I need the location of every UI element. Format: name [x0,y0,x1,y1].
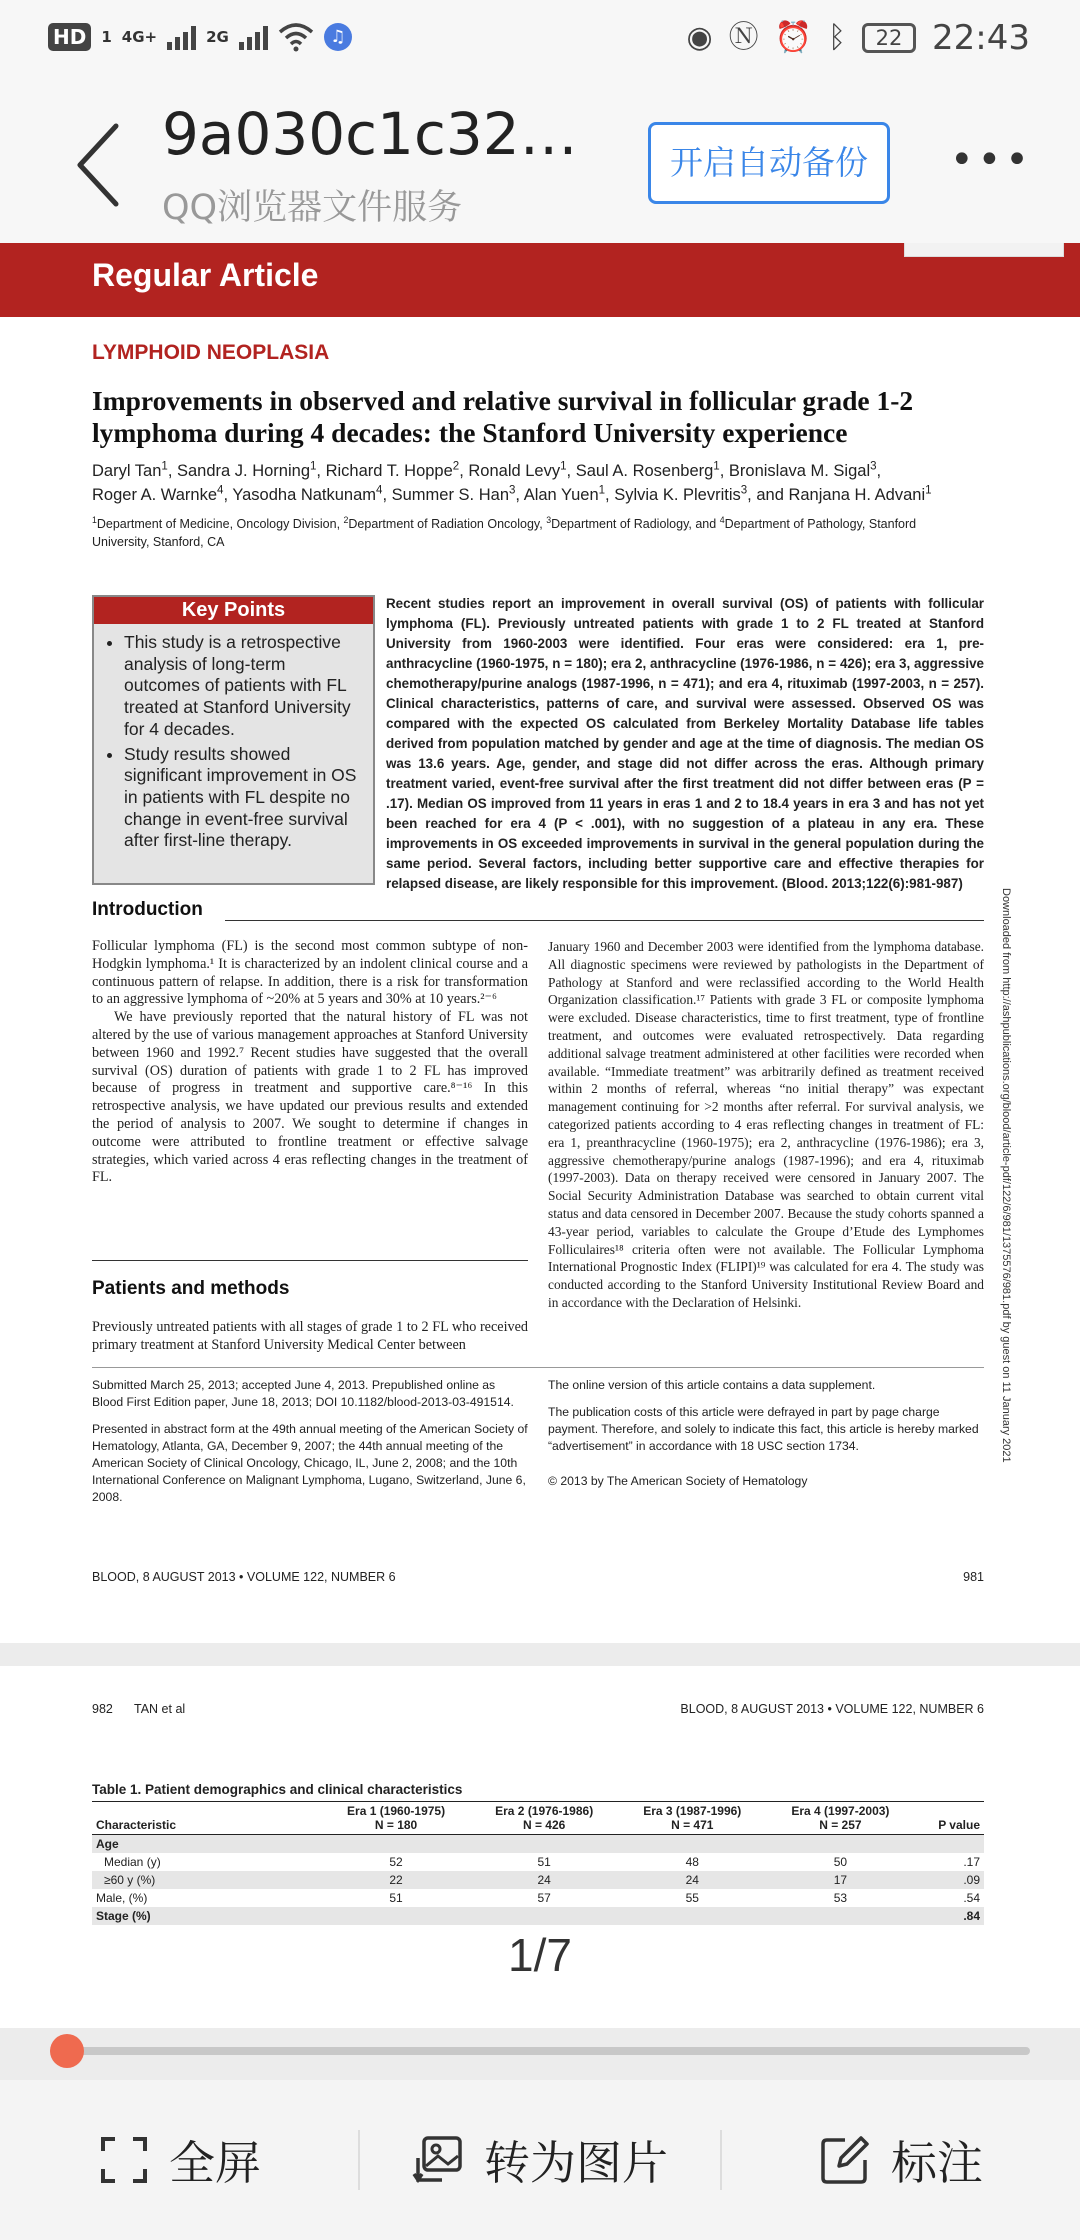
affiliations: $^1$Department of Medicine, Oncology Division, $^2$Department of Radiation Oncology, $^3$Department of Radiology, and $^4$Department of Pathology, Stanford University, Stanford, CA [92,514,917,549]
clock: 22:43 [932,18,1030,58]
intro-paragraph-1: Follicular lymphoma (FL) is the second most common subtype of non-Hodgkin lymphoma.¹ It is characterized by an indolent clinical course and a continuous pattern of relapse. In addition, there is a risk for transformation to an aggressive lymphoma of ~20% at 5 years and 30% at 10 years.²⁻⁶ [92,938,528,1008]
slider-track[interactable] [50,2047,1030,2055]
column-header: Era 4 (1997-2003) N = 257 [791,1804,890,1832]
author-name: Alan Yuen$^1$ [523,484,606,504]
author-name: Roger A. Warnke$^4$ [92,484,224,504]
demographics-table [92,1801,984,1925]
section-divider [92,1260,528,1261]
file-source: QQ浏览器文件服务 [162,188,463,228]
auto-backup-button[interactable]: 开启自动备份 [648,122,890,204]
journal-footer: BLOOD, 8 AUGUST 2013 • VOLUME 122, NUMBER 6 [92,1570,396,1584]
author-name: Saul A. Rosenberg$^1$ [575,460,720,480]
music-app-icon: ♫ [324,23,352,51]
column-header: Era 3 (1987-1996) N = 471 [643,1804,742,1832]
column-header: P value [938,1818,980,1832]
key-points-box [92,595,375,885]
presentation-note: Presented in abstract form at the 49th annual meeting of the American Society of Hematology, Atlanta, GA, December 9, 2007; the 44th annual meeting of the American Society of Clinical Oncology, Chicago, IL, June 2, 2008; and the 10th International Conference on Malignant Lymphoma, Lugano, Switzerland, June 6, 2008. [92,1422,528,1504]
article-title: Improvements in observed and relative survival in follicular grade 1-2 lymphoma during 4 decades: the Stanford University experience [92,385,914,448]
table-title: Table 1. Patient demographics and clinical characteristics [92,1782,463,1797]
article-type-label: Regular Article [92,257,319,293]
author-name: Daryl Tan$^1$ [92,460,168,480]
author-name: Bronislava M. Sigal$^3$ [728,460,877,480]
right-column: January 1960 and December 2003 were identified from the lymphoma database. All diagnostic specimens were reviewed by pathologists in the Department of Pathology at Stanford and were reclassified according to the World Health Organization classification.¹⁷ Patients with grade 3 FL or composite lymphoma were excluded. Disease characteristics, time to first treatment, type of frontline treatment, and outcomes were evaluated retrospectively. Data regarding additional salvage treatment administered at other facilities were recorded when available. “Immediate treatment” was arbitrarily defined as treatment received within 2 months of referral, whereas “no initial therapy” was expectant management continuing for >2 months after referral. For survival analysis, we categorized patients according to 4 eras reflecting changes in treatment of FL: era 1, preanthracycline (1960-1975); era 2, anthracycline (1976-1986); era 3, aggressive chemotherapy/purine analogs (1987-1996); and era 4, rituximab (1997-2003). Data on therapy received were censored in January 2007. The Social Security Administration Database was searched to obtain current vital status and data censored in December 2007. Because the study cohorts spanned a 43-year period, variables to calculate the Groupe d’Etude des Lymphomes Folliculaires¹⁸ criteria often were not available. The Follicular Lymphoma International Prognostic Index (FLIPI)¹⁹ was calculated for era 4. The study was conducted according to the Stanford University Institutional Review Board and in accordance with the Declaration of Helsinki. [548,939,984,1310]
slider-thumb[interactable] [50,2034,84,2068]
author-name: Sandra J. Horning$^1$ [177,460,317,480]
file-title: 9a030c1c32… [162,100,578,168]
publication-cost-note: The publication costs of this article were defrayed in part by page charge payment. Therefore, and solely to indicate this fact, this article is hereby marked “advertisement” in accordance with 18 USC section 1734. [548,1405,979,1453]
table-header-row [92,1802,984,1835]
section-label: LYMPHOID NEOPLASIA [92,341,330,364]
column-header: Era 1 (1960-1975) N = 180 [347,1804,446,1832]
key-point-item: • This study is a retrospective analysis of long-term outcomes of patients with FL treated at Stanford University for 4 decades. [124,632,361,741]
author-name: Summer S. Han$^3$ [391,484,516,504]
key-points-list [124,632,361,852]
table-row: ≥60 y (%) 22 24 24 17 .09 [92,1871,984,1889]
author-name: Ronald Levy$^1$ [468,460,567,480]
page-slider[interactable] [50,2028,1030,2072]
submission-note: Submitted March 25, 2013; accepted June 4, 2013. Prepublished online as Blood First Edition paper, June 18, 2013; DOI 10.1182/blood-2013-03-491514. [92,1378,514,1409]
status-bar [0,0,1080,80]
introduction-heading: Introduction [92,899,203,920]
alarm-icon: ⏰ [774,20,813,55]
footnote-divider [92,1367,984,1368]
battery-icon: 22 [862,23,916,53]
author-list: Daryl Tan$^1$, Sandra J. Horning$^1$, Richard T. Hoppe$^2$, Ronald Levy$^1$, Saul A. Rosenberg$^1$, Bronislava M. Sigal$^3$, Roger A. Warnke$^4$, Yasodha Natkunam$^4$, Summer S. Han$^3$, Alan Yuen$^1$, Sylvia K. Plevritis$^3$, and Ranjana H. Advani$^1$ [92,460,932,504]
author-name: Sylvia K. Plevritis$^3$ [614,484,748,504]
nfc-icon: Ⓝ [728,20,759,55]
methods-paragraph: Previously untreated patients with all stages of grade 1 to 2 FL who received primary treatment at Stanford University Medical Center between [92,1319,528,1353]
author-name: and Ranjana H. Advani$^1$ [756,484,932,504]
document-viewer[interactable] [0,243,1080,2028]
convert-to-image-label: 转为图片 [484,2136,668,2190]
eye-comfort-icon: ◉ [686,20,713,55]
fullscreen-button[interactable] [0,2080,360,2240]
image-icon [412,2134,464,2186]
wifi-icon [278,22,314,52]
page-indicator: 1/7 [508,1929,572,1981]
article-type-banner [0,243,1080,317]
table-row: Stage (%) .84 [92,1907,984,1925]
hd-indicator: HD [48,23,91,51]
bluetooth-icon: ᛒ [828,20,847,55]
more-options-button[interactable]: ••• [950,137,1033,183]
running-author: TAN et al [134,1702,186,1716]
back-button[interactable] [70,120,130,210]
fullscreen-icon [99,2135,149,2185]
author-name: Richard T. Hoppe$^2$ [325,460,460,480]
intro-paragraph-2: We have previously reported that the natural history of FL was not altered by the use of various management approaches at Stanford University between 1960 and 1992.⁷ Recent studies have suggested that the overall survival (OS) duration of patients with grade 1 to 2 FL has improved because of progress in treatment and supportive care.⁸⁻¹⁶ In this retrospective analysis, we have updated our previous results and extended the period of analysis to 2007. We sought to determine if changes in outcome were attributed to frontline treatment or effective salvage strategies, which varied across 4 eras reflecting changes in the treatment of FL. [92,1009,528,1186]
page-number: 981 [963,1570,984,1584]
bottom-toolbar [0,2080,1080,2240]
app-header [0,80,1080,243]
key-point-item: • Study results showed significant improvement in OS in patients with FL despite no change in event-free survival after first-line therapy. [124,744,361,853]
supplement-note: The online version of this article contains a data supplement. [548,1378,876,1392]
annotate-button[interactable] [722,2080,1080,2240]
back-arrow-icon [70,120,130,210]
signal-icon-2 [239,24,268,50]
footnotes-left [92,1377,528,1516]
page-number: 982 [92,1702,113,1716]
column-header: Characteristic [96,1818,177,1832]
banner-tab [904,243,1064,257]
footnotes-right [548,1377,984,1500]
convert-to-image-button[interactable] [360,2080,720,2240]
network-type-2: 2G [206,28,229,46]
sim-indicator: 1 [101,28,112,46]
edit-icon [819,2134,871,2186]
abstract: Recent studies report an improvement in overall survival (OS) of patients with follicular lymphoma (FL). Previously untreated patients with grade 1 to 2 FL treated at Stanford University from 1960-2003 were identified. Four eras were considered: era 1, pre-anthracycline (1960-1975, n = 180); era 2, anthracycline (1976-1986, n = 426); era 3, aggressive chemotherapy/purine analogs (1987-1996, n = 471); and era 4, rituximab (1997-2003, n = 257). Clinical characteristics, patterns of care, and survival were assessed. Observed OS was compared with the expected OS calculated from Berkeley Mortality Database life tables derived from population matched by gender and age at the time of diagnosis. The median OS was 13.6 years. Age, gender, and stage did not differ across the eras. Although primary treatment varied, event-free survival after the first treatment did not differ between eras (P = .17). Median OS improved from 11 years in eras 1 and 2 to 18.4 years in era 3 and has not yet been reached for era 4 (P < .001), with no suggestion of a plateau in any era. These improvements in OS exceeded improvements in survival in the general population during the same period. Several factors, including better supportive care and effective therapies for relapsed disease, are likely responsible for this improvement. (Blood. 2013;122(6):981-987) [386,596,984,891]
pdf-page-1 [0,243,1080,1643]
annotate-label: 标注 [891,2136,983,2190]
column-header: Era 2 (1976-1986) N = 426 [495,1804,594,1832]
table-row: Male, (%) 51 57 55 53 .54 [96,1890,980,1905]
table-row: Age [92,1835,984,1853]
heading-rule [225,920,984,921]
journal-header: BLOOD, 8 AUGUST 2013 • VOLUME 122, NUMBER 6 [680,1702,984,1716]
fullscreen-label: 全屏 [169,2136,261,2190]
key-points-title: Key Points [94,597,373,624]
network-type-1: 4G+ [121,28,158,46]
table-row: Median (y) 52 51 48 50 .17 [104,1854,980,1869]
methods-heading: Patients and methods [92,1278,290,1299]
author-name: Yasodha Natkunam$^4$ [232,484,383,504]
signal-icon [167,24,196,50]
left-column [92,938,528,1187]
download-note: Downloaded from http://ashpublications.org/blood/article-pdf/122/6/981/1375576/981.pdf by guest on 11 January 2021 [1000,888,1012,1463]
copyright-note: © 2013 by The American Society of Hematology [548,1474,808,1488]
